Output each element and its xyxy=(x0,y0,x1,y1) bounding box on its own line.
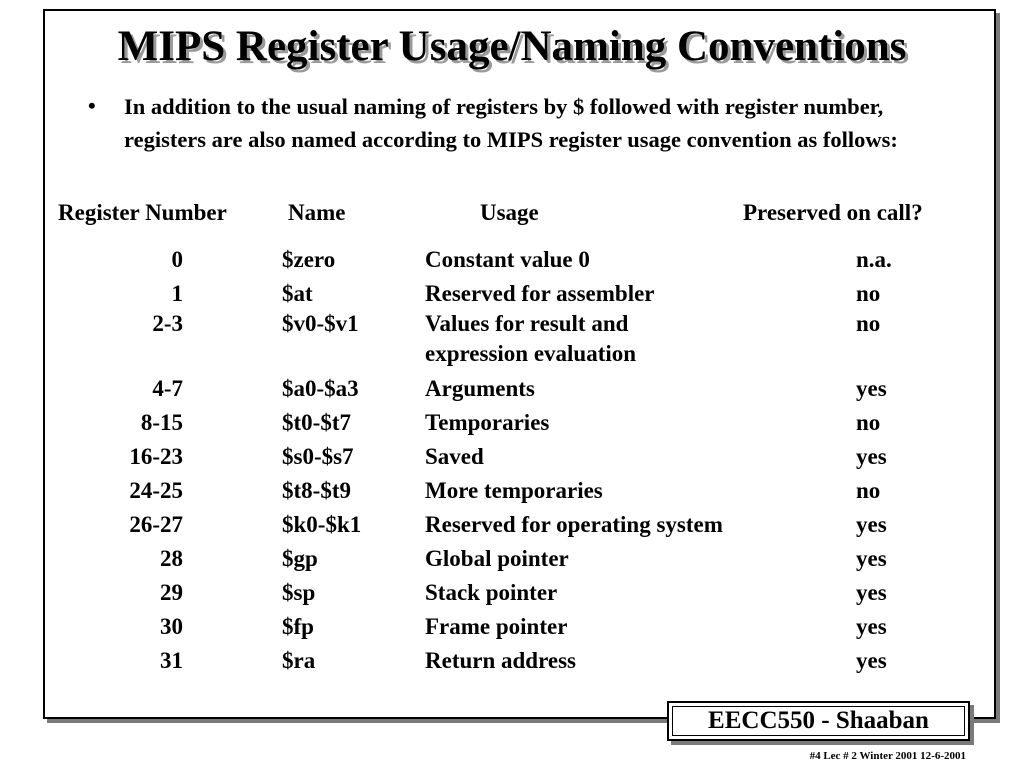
slide-footnote: #4 Lec # 2 Winter 2001 12-6-2001 xyxy=(809,750,966,762)
row-usage: More temporaries xyxy=(425,478,603,503)
row-number: 4-7 xyxy=(152,376,183,401)
row-name: $sp xyxy=(282,580,316,605)
row-name: $fp xyxy=(282,614,314,639)
row-usage: Return address xyxy=(425,648,577,673)
row-preserved: yes xyxy=(856,512,887,537)
row-name: $zero xyxy=(282,247,336,272)
row-name: $gp xyxy=(282,546,318,571)
row-usage: Arguments xyxy=(425,376,535,401)
row-preserved: yes xyxy=(856,376,887,401)
row-number: 24-25 xyxy=(129,478,183,503)
row-number: 2-3 xyxy=(152,311,183,336)
row-number: 8-15 xyxy=(140,410,183,435)
course-label: EECC550 - Shaaban xyxy=(708,707,929,734)
row-name: $at xyxy=(282,281,313,306)
bullet-marker: • xyxy=(88,93,96,118)
header-name: Name xyxy=(288,200,346,225)
row-usage: Reserved for assembler xyxy=(425,281,655,306)
row-usage: Global pointer xyxy=(425,546,569,571)
row-preserved: no xyxy=(856,478,881,503)
row-preserved: yes xyxy=(856,580,887,605)
row-preserved: n.a. xyxy=(856,247,892,272)
row-number: 29 xyxy=(160,580,183,605)
row-preserved: no xyxy=(856,281,881,306)
row-preserved: yes xyxy=(856,546,887,571)
header-usage: Usage xyxy=(480,200,539,225)
row-name: $k0-$k1 xyxy=(282,512,362,537)
row-number: 1 xyxy=(171,281,183,306)
header-register-number: Register Number xyxy=(58,200,227,225)
row-name: $v0-$v1 xyxy=(282,311,359,336)
row-name: $s0-$s7 xyxy=(282,444,354,469)
row-preserved: no xyxy=(856,410,881,435)
row-preserved: no xyxy=(856,311,881,336)
row-number: 28 xyxy=(160,546,183,571)
row-name: $ra xyxy=(282,648,316,673)
row-number: 30 xyxy=(160,614,183,639)
row-number: 26-27 xyxy=(129,512,183,537)
row-preserved: yes xyxy=(856,614,887,639)
header-preserved: Preserved on call? xyxy=(743,200,923,225)
row-number: 0 xyxy=(171,247,183,272)
row-usage: Reserved for operating system xyxy=(425,512,723,537)
row-usage: Constant value 0 xyxy=(425,247,590,272)
row-name: $t0-$t7 xyxy=(282,410,351,435)
row-name: $t8-$t9 xyxy=(282,478,351,503)
row-preserved: yes xyxy=(856,444,887,469)
row-usage: Temporaries xyxy=(425,410,550,435)
course-label-box xyxy=(667,701,970,741)
row-usage: Saved xyxy=(425,444,484,469)
row-usage: Stack pointer xyxy=(425,580,558,605)
row-preserved: yes xyxy=(856,648,887,673)
row-usage: Values for result and xyxy=(425,311,629,336)
slide-title: MIPS Register Usage/Naming Conventions xyxy=(117,23,907,70)
row-number: 16-23 xyxy=(129,444,183,469)
row-number: 31 xyxy=(160,648,183,673)
bullet-text: In addition to the usual naming of registers by $ followed with register number, registers are also named according to MIPS register usage convention as follows: xyxy=(124,94,898,152)
row-usage: Frame pointer xyxy=(425,614,568,639)
row-name: $a0-$a3 xyxy=(282,376,359,401)
row-usage-continued: expression evaluation xyxy=(425,341,637,366)
